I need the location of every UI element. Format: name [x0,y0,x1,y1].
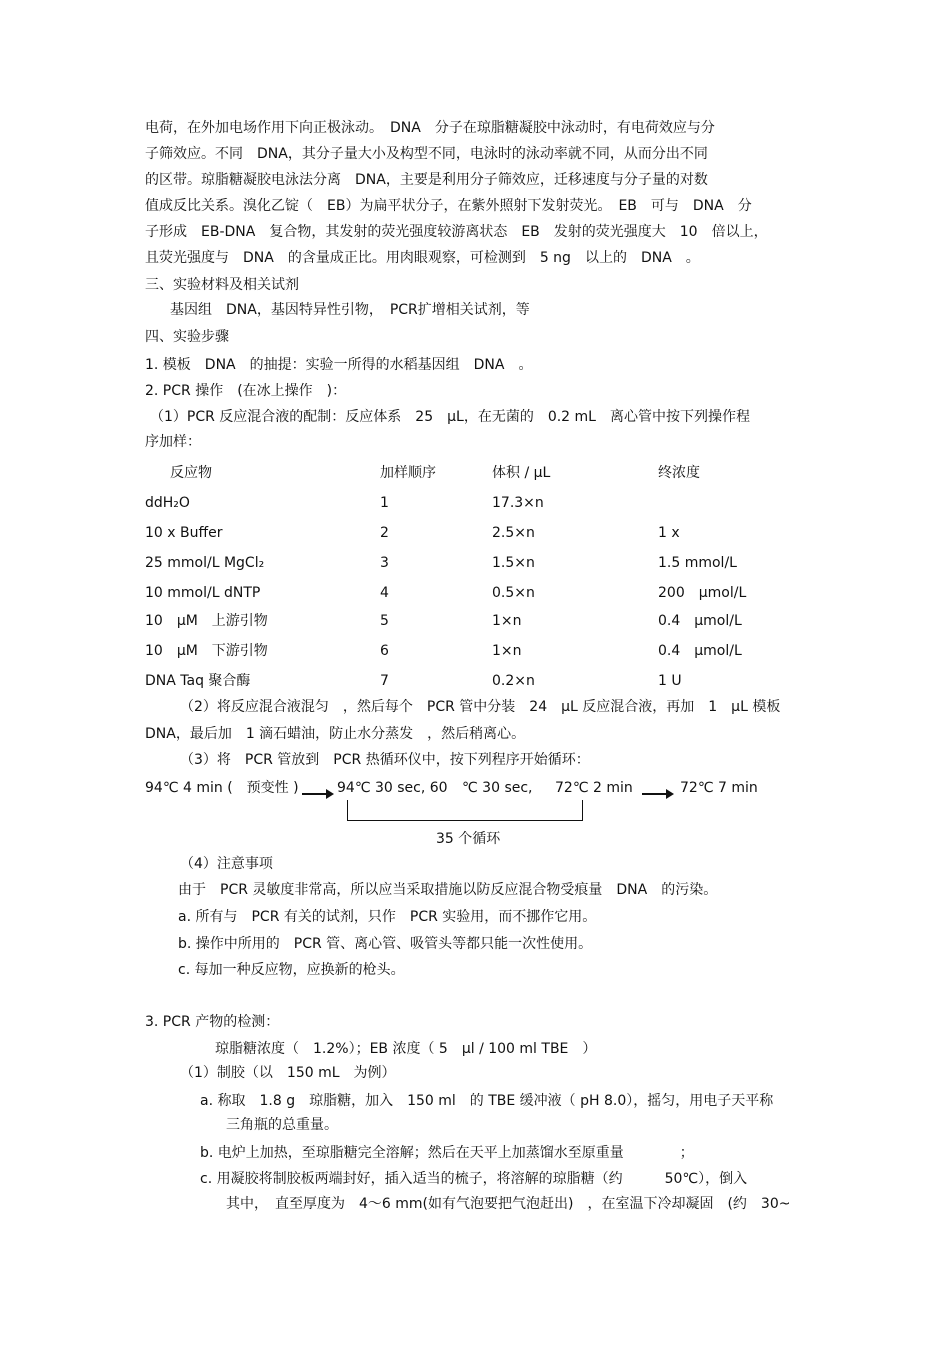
paragraph-line-5: 子形成 EB-DNA 复合物，其发射的荧光强度较游离状态 EB 发射的荧光强度大 10 倍以上， [145,224,768,240]
step-2-3: （3）将 PCR 管放到 PCR 热循环仪中，按下列程序开始循环： [180,752,590,768]
paragraph-line-3: 的区带。琼脂糖凝胶电泳法分离 DNA，主要是利用分子筛效应，迁移速度与分子量的对数 [145,172,708,188]
gel-step-c-line-2: 其中， 直至厚度为 4～6 mm(如有气泡要把气泡赶出) ，在室温下冷却凝固 (约 30~ [226,1196,791,1212]
program-cycle-step-2: ℃ 30 sec, [462,780,533,796]
step-2-2-line-1: （2）将反应混合液混匀 ，然后每个 PCR 管中分装 24 μL 反应混合液，再加 1 μL 模板 [180,699,781,715]
table-cell: 17.3×n [492,495,544,511]
notes-intro: 由于 PCR 灵敏度非常高，所以应当采取措施以防反应混合物受痕量 DNA 的污染。 [178,882,718,898]
program-cycle-step-1: 94℃ 30 sec, 60 [337,780,448,796]
gel-step-a-line-1: a. 称取 1.8 g 琼脂糖，加入 150 ml 的 TBE 缓冲液（ pH 8.0），摇匀，用电子天平称 [200,1093,774,1109]
table-cell: 1 x [658,525,680,541]
paragraph-line-2: 子筛效应。不同 DNA，其分子量大小及构型不同，电泳时的泳动率就不同，从而分出不同 [145,146,708,162]
table-cell: 1×n [492,643,522,659]
table-cell: DNA Taq 聚合酶 [145,673,251,689]
table-cell: 2.5×n [492,525,535,541]
table-cell: 0.4 μmol/L [658,613,742,629]
step-2-1-line-2: 序加样： [145,434,201,450]
table-cell: 4 [380,585,389,601]
table-cell: 200 μmol/L [658,585,747,601]
step-2-1-line-1: （1）PCR 反应混合液的配制：反应体系 25 μL，在无菌的 0.2 mL 离心管中按下列操作程 [150,409,750,425]
cycle-bracket [347,800,583,821]
program-initial-denaturation: 94℃ 4 min ( 预变性 ) [145,780,299,796]
table-cell: 0.4 μmol/L [658,643,742,659]
gel-step-a-line-2: 三角瓶的总重量。 [226,1117,338,1133]
materials-heading: 三、实验材料及相关试剂 [145,277,299,293]
table-cell: ddH₂O [145,495,190,511]
table-header-order: 加样顺序 [380,465,436,481]
materials-text: 基因组 DNA，基因特异性引物， PCR扩增相关试剂，等 [170,302,530,318]
gel-step-b: b. 电炉上加热，至琼脂糖完全溶解；然后在天平上加蒸馏水至原重量 ； [200,1145,694,1161]
table-cell: 1 U [658,673,682,689]
table-cell: 5 [380,613,389,629]
detection-heading: 3. PCR 产物的检测： [145,1014,280,1030]
table-cell: 10 mmol/L dNTP [145,585,261,601]
step-2: 2. PCR 操作 (在冰上操作 )： [145,383,347,399]
table-cell: 10 μM 上游引物 [145,613,268,629]
table-header-reagent: 反应物 [170,465,212,481]
table-cell: 7 [380,673,389,689]
gel-step-c-line-1: c. 用凝胶将制胶板两端封好，插入适当的梳子，将溶解的琼脂糖（约 50℃），倒入 [200,1171,748,1187]
table-cell: 0.2×n [492,673,535,689]
table-header-final-conc: 终浓度 [658,465,700,481]
cycle-count: 35 个循环 [436,831,501,847]
table-cell: 3 [380,555,389,571]
program-final-extension: 72℃ 7 min [680,780,758,796]
table-cell: 2 [380,525,389,541]
table-cell: 1 [380,495,389,511]
gel-prep-heading: （1）制胶（以 150 mL 为例） [180,1065,396,1081]
table-header-volume: 体积 / μL [492,465,551,481]
note-c: c. 每加一种反应物，应换新的枪头。 [178,962,405,978]
table-cell: 25 mmol/L MgCl₂ [145,555,265,571]
paragraph-line-6: 且荧光强度与 DNA 的含量成正比。用肉眼观察，可检测到 5 ng 以上的 DNA 。 [145,250,700,266]
table-cell: 1×n [492,613,522,629]
notes-heading: （4）注意事项 [180,856,273,872]
table-cell: 0.5×n [492,585,535,601]
arrow-right-icon [642,793,672,795]
program-cycle-step-3: 72℃ 2 min [555,780,633,796]
step-1: 1. 模板 DNA 的抽提：实验一所得的水稻基因组 DNA 。 [145,357,533,373]
table-cell: 10 x Buffer [145,525,223,541]
steps-heading: 四、实验步骤 [145,329,229,345]
note-b: b. 操作中所用的 PCR 管、离心管、吸管头等都只能一次性使用。 [178,936,593,952]
table-cell: 1.5×n [492,555,535,571]
step-2-2-line-2: DNA，最后加 1 滴石蜡油，防止水分蒸发 ，然后稍离心。 [145,726,526,742]
detection-conditions: 琼脂糖浓度（ 1.2%）；EB 浓度（ 5 μl / 100 ml TBE ） [215,1041,597,1057]
paragraph-line-4: 值成反比关系。溴化乙锭（ EB）为扁平状分子，在紫外照射下发射荧光。 EB 可与 DNA 分 [145,198,752,214]
table-cell: 1.5 mmol/L [658,555,737,571]
table-cell: 10 μM 下游引物 [145,643,268,659]
table-cell: 6 [380,643,389,659]
arrow-right-icon [302,793,332,795]
paragraph-line-1: 电荷，在外加电场作用下向正极泳动。 DNA 分子在琼脂糖凝胶中泳动时，有电荷效应与分 [145,120,715,136]
note-a: a. 所有与 PCR 有关的试剂，只作 PCR 实验用，而不挪作它用。 [178,909,597,925]
